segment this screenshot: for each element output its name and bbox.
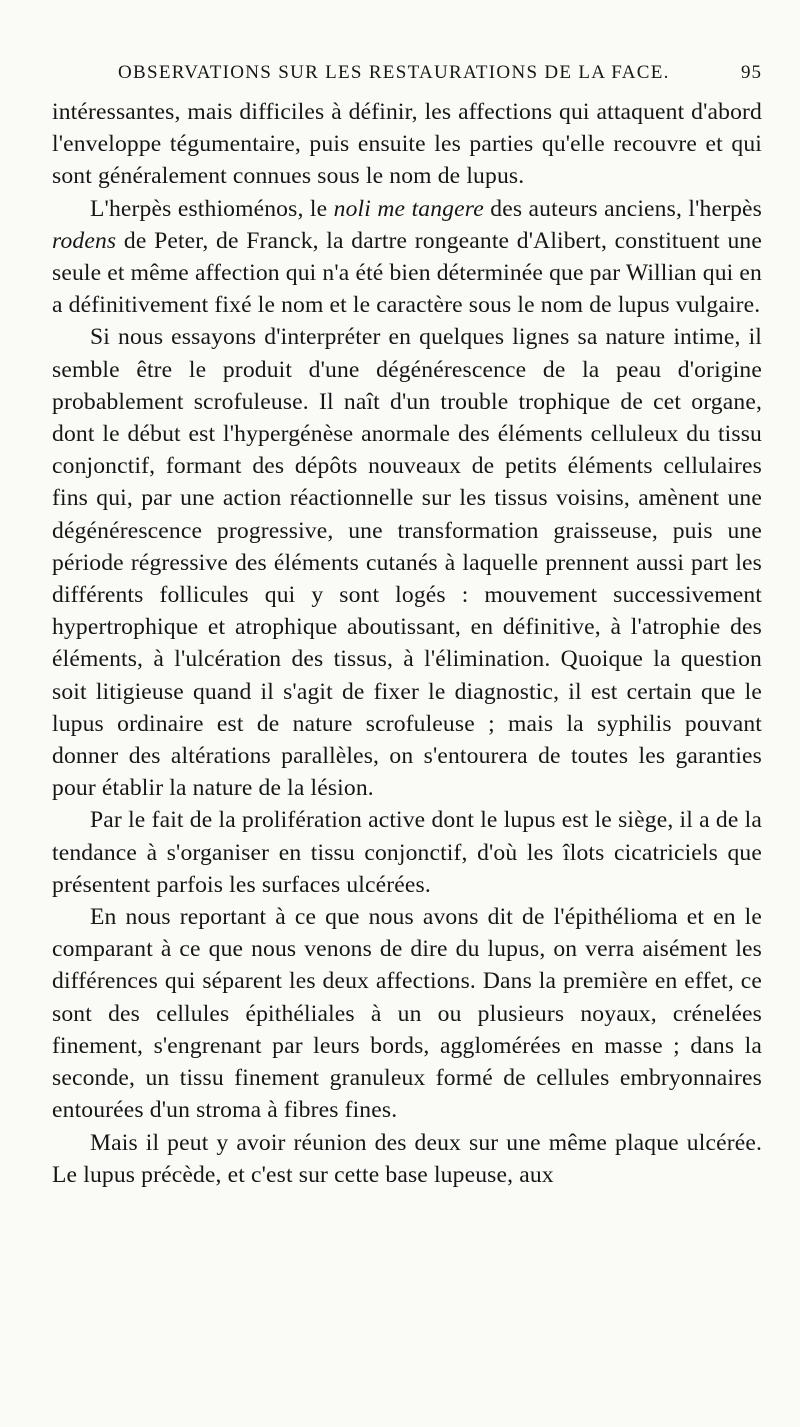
text-segment: de Peter, de Franck, la dartre rongeante d'Alibert, constituent une seule et même affection qui n'a été bien déterminée que par Willian qui en a définitivement fixé le nom et le caractère sous le nom de lupus vulgaire. [52, 227, 762, 319]
page-number: 95 [741, 62, 762, 83]
text-segment: intéressantes, mais difficiles à définir, les affections qui attaquent d'abord l'enveloppe tégumentaire, puis ensuite les parties qu'elle recouvre et qui sont généralement connues sous le nom de lupus. [52, 99, 762, 190]
paragraph [52, 321, 762, 804]
text-segment: Mais il peut y avoir réunion des deux sur une même plaque ulcérée. Le lupus précède, et c'est sur cette base lupeuse, aux [52, 1129, 762, 1188]
text-segment: des auteurs anciens, l'herpès [483, 195, 762, 222]
page-header [52, 0, 762, 96]
body-text [52, 96, 762, 1191]
text-segment: En nous reportant à ce que nous avons dit de l'épithélioma et en le comparant à ce que nous venons de dire du lupus, on verra aisément les différences qui séparent les deux affections. Dans la première en effet, ce sont des cellules épithéliales à un ou plusieurs noyaux, crénelées finement, s'engrenant par leurs bords, agglomérées en masse ; dans la seconde, un tissu finement granuleux formé de cellules embryonnaires entourées d'un stroma à fibres fines. [52, 904, 762, 1124]
italic-term: noli me tangere [333, 195, 484, 222]
paragraph [52, 901, 762, 1126]
book-page [52, 0, 762, 1191]
paragraph [52, 1127, 762, 1191]
text-segment: Si nous essayons d'interpréter en quelques lignes sa nature intime, il semble être le produit d'une dégénérescence de la peau d'origine probablement scrofuleuse. Il naît d'un trouble trophique de cet organe, dont le début est l'hypergénèse anormale des éléments celluleux du tissu conjonctif, formant des dépôts nouveaux de petits éléments cellulaires fins qui, par une action réactionnelle sur les tissus voisins, amènent une dégénérescence progressive, une transformation graisseuse, puis une période régressive des éléments cutanés à laquelle prennent aussi part les différents follicules qui y sont logés : mouvement successivement hypertrophique et atrophique aboutissant, en définitive, à l'atrophie des éléments, à l'ulcération des tissus, à l'élimination. Quoique la question soit litigieuse quand il s'agit de fixer le diagnostic, il est certain que le lupus ordinaire est de nature scrofuleuse ; mais la syphilis pouvant donner des altérations parallèles, on s'entourera de toutes les garanties pour établir la nature de la lésion. [52, 324, 762, 802]
paragraph [52, 193, 762, 322]
text-segment: Par le fait de la prolifération active dont le lupus est le siège, il a de la tendance à s'organiser en tissu conjonctif, d'où les îlots cicatriciels que présentent parfois les surfaces ulcérées. [52, 807, 762, 898]
paragraph [52, 96, 762, 193]
text-segment: L'herpès esthioménos, le [90, 195, 334, 222]
italic-term: rodens [52, 227, 117, 254]
running-title: OBSERVATIONS SUR LES RESTAURATIONS DE LA FACE. [118, 62, 670, 83]
paragraph [52, 804, 762, 901]
